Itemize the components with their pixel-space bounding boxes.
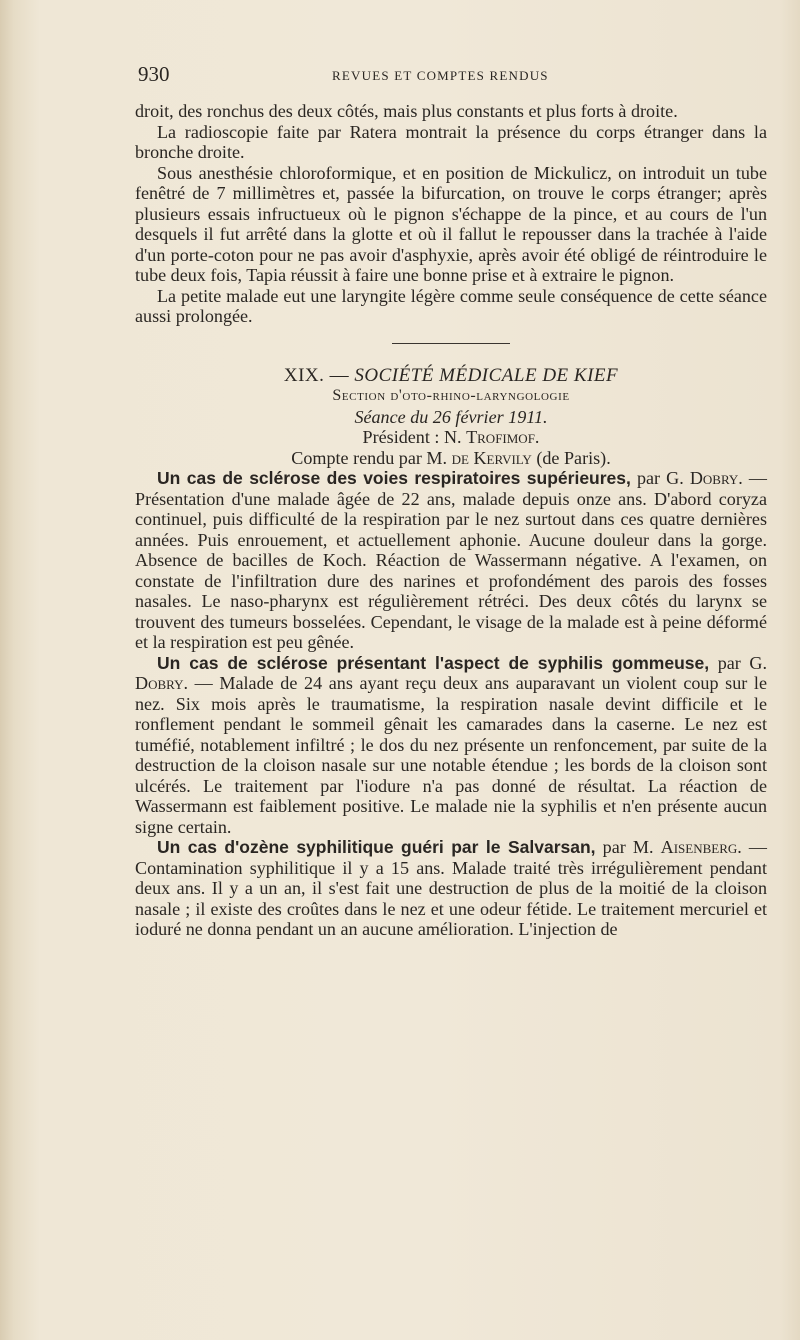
case-title: Un cas d'ozène syphilitique guéri par le Salvarsan, (157, 837, 596, 857)
section-title: SOCIÉTÉ MÉDICALE DE KIEF (354, 364, 619, 386)
section-divider (392, 343, 510, 344)
section-number: XIX. — (283, 364, 350, 386)
body-text (135, 101, 767, 940)
paragraph: droit, des ronchus des deux côtés, mais plus constants et plus forts à droite. (135, 101, 678, 121)
president: Président : N. Trofimof. (362, 427, 540, 447)
case-title: Un cas de sclérose des voies respiratoires supérieures, (157, 468, 631, 488)
paragraph: Sous anesthésie chloroformique, et en position de Mickulicz, on introduit un tube fenêtré de 7 millimètres et, passée la bifurcation, on trouve le corps étranger; après plusieurs essais infructueux où le pignon s'échappe de la pince, et au cours de l'un desquels il fut arrêté dans la glotte et où il fallut le repousser dans la trachée à l'aide d'un porte-coton pour ne pas avoir d'asphyxie, après avoir été obligé de réintroduire le tube deux fois, Tapia réussit à faire une bonne prise et à extraire le pignon. (135, 162, 767, 285)
case-author: Aisenberg. (660, 837, 742, 857)
case-paragraph: Un cas de sclérose présentant l'aspect de syphilis gommeuse, par G. Dobry. — Malade de 24 ans ayant reçu deux ans auparavant un violent coup sur le nez. Six mois après le traumatisme, la respiration nasale devint difficile et le ronflement pendant le sommeil gênait les camarades dans la caserne. Le nez est tuméfié, notablement infiltré ; le dos du nez présente un renfoncement, par suite de la destruction de la cloison nasale sur une notable étendue ; les bords de la cloison sont ulcérés. Le traitement par l'iodure n'a pas donné de résultat. La réaction de Wassermann est faiblement positive. Le malade nie la syphilis et n'en présente aucun signe certain. (135, 652, 767, 837)
case-paragraph: Un cas d'ozène syphilitique guéri par le Salvarsan, par M. Aisenberg. — Contamination syphilitique il y a 15 ans. Malade traité très irrégulièrement pendant deux ans. Il y a un an, il s'est fait une destruction de plus de la moitié de la cloison nasale ; il existe des croûtes dans le nez et une odeur fétide. Le traitement mercuriel et ioduré ne donna pendant un an aucune amélioration. L'injection de (135, 837, 767, 939)
case-paragraph: Un cas de sclérose des voies respiratoires supérieures, par G. Dobry. — Présentation d'une malade âgée de 22 ans, malade depuis onze ans. D'abord coryza continuel, puis difficulté de la respiration par le nez surtout dans ces quatre dernières années. Puis enrouement, et actuellement aphonie. Aucune douleur dans la gorge. Absence de bacilles de Koch. Réaction de Wassermann négative. A l'examen, on constate de l'infiltration dure des narines et profondément des parois des fosses nasales. Le naso-pharynx est régulièrement rétréci. Des deux côtés du larynx se trouvent des tumeurs bosselées. Cependant, le visage de la malade est à peine déformé et la respiration est peu gênée. (135, 468, 767, 652)
page-number: 930 (138, 62, 170, 86)
section-heading (135, 366, 767, 387)
case-title: Un cas de sclérose présentant l'aspect de syphilis gommeuse, (157, 652, 710, 673)
session-date: Séance du 26 février 1911. (354, 406, 548, 427)
paragraph: La radioscopie faite par Ratera montrait la présence du corps étranger dans la bronche droite. (135, 121, 767, 162)
case-author: Dobry. (135, 673, 188, 693)
page-header (135, 58, 767, 88)
running-title: REVUES ET COMPTES RENDUS (332, 68, 549, 83)
paragraph: La petite malade eut une laryngite légère comme seule conséquence de cette séance aussi prolongée. (135, 285, 767, 326)
section-subheading: Section d'oto-rhino-laryngologie (332, 387, 570, 404)
report-credit: Compte rendu par M. de Kervily (de Paris). (291, 447, 611, 468)
case-author: Dobry. (689, 468, 743, 488)
